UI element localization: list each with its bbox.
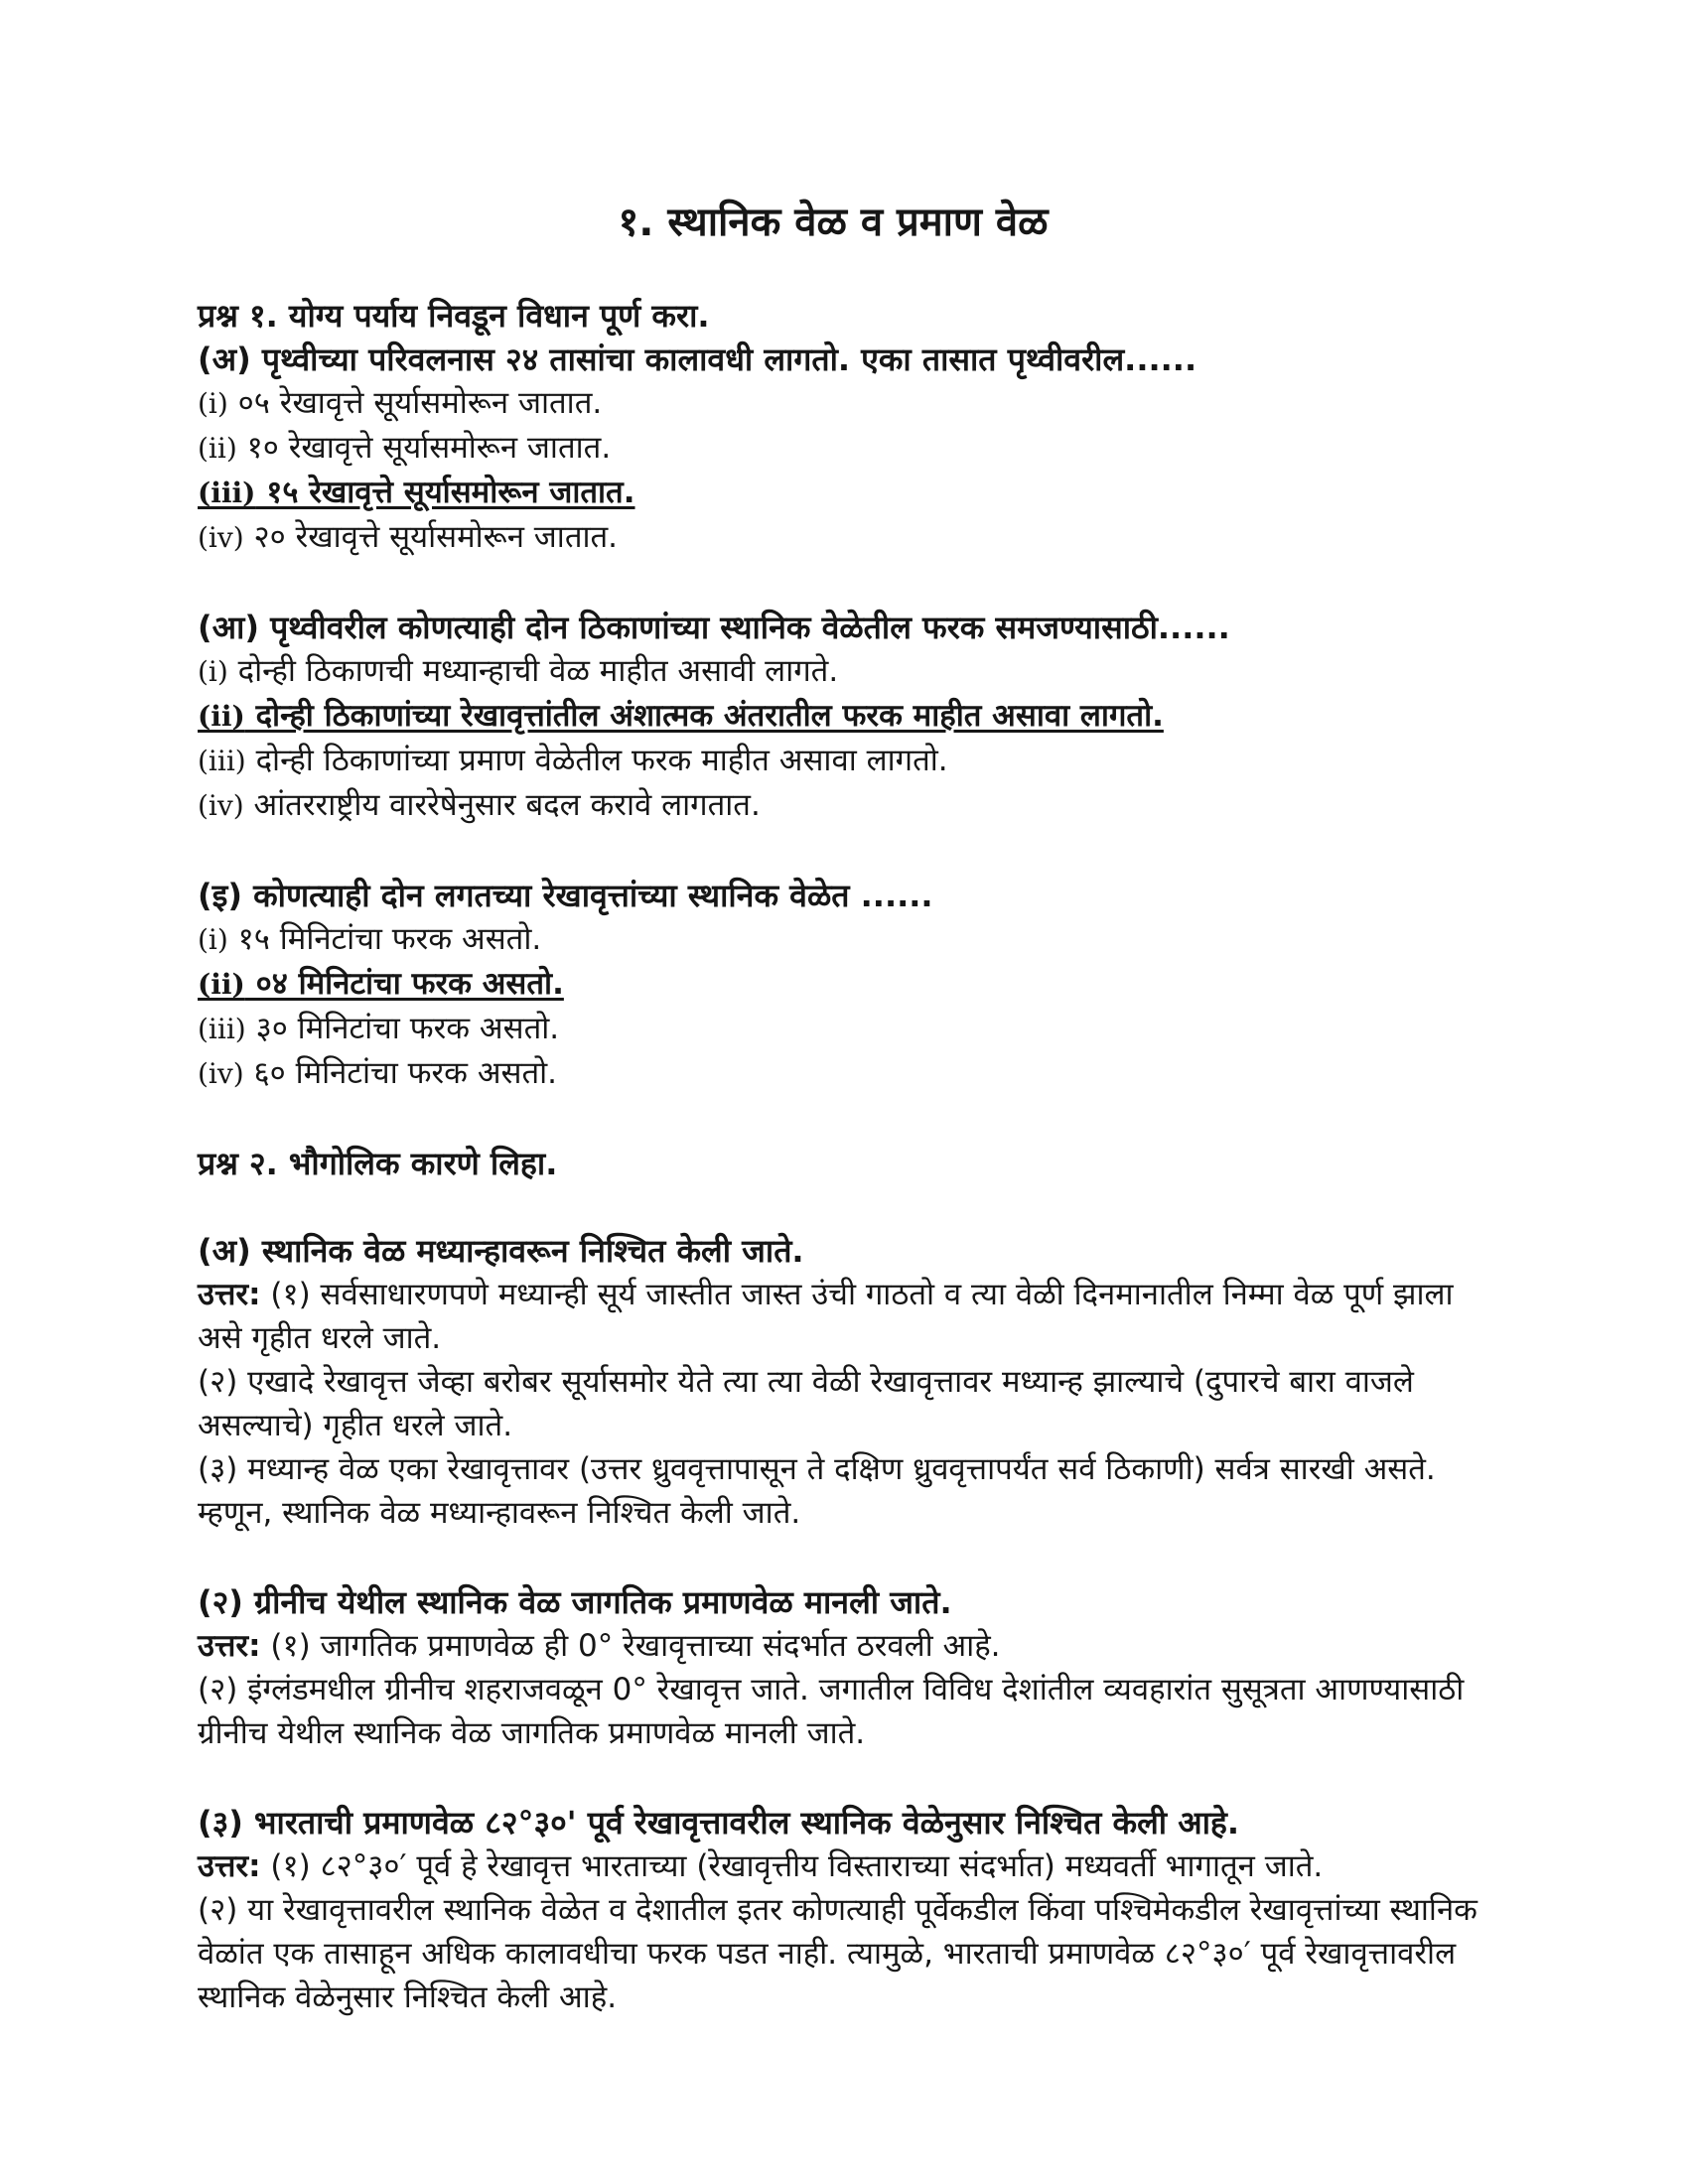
question-1-heading: प्रश्न १. योग्य पर्याय निवडून विधान पूर्ण करा.	[198, 297, 710, 335]
answer-text: (१) ८२°३०′ पूर्व हे रेखावृत्त भारताच्या (रेखावृत्तीय विस्ताराच्या संदर्भात) मध्यवर्ती भागातून जाते.	[260, 1848, 1324, 1884]
option-1b-iii	[198, 739, 1498, 783]
spacer	[198, 1185, 1498, 1229]
question-2c-stem: (३) भारताची प्रमाणवेळ ८२°३०' पूर्व रेखावृत्तावरील स्थानिक वेळेनुसार निश्चित केली आहे.	[198, 1804, 1240, 1842]
option-text: ०५ रेखावृत्ते सूर्यासमोरून जातात.	[227, 385, 603, 421]
option-text: ६० मिनिटांचा फरक असतो.	[243, 1055, 558, 1091]
option-1a-i	[198, 381, 1498, 426]
option-number: (ii)	[198, 432, 237, 465]
option-text: १५ मिनिटांचा फरक असतो.	[227, 921, 542, 957]
answer-2a-point-1	[198, 1273, 1498, 1360]
page-title: १. स्थानिक वेळ व प्रमाण वेळ	[618, 200, 1049, 245]
question-2-heading: प्रश्न २. भौगोलिक कारणे लिहा.	[198, 1145, 558, 1182]
question-1b	[198, 606, 1498, 828]
option-1a-iii-correct	[198, 471, 1498, 515]
answer-2b-point-2: (२) इंग्लंडमधील ग्रीनीच शहराजवळून 0° रेखावृत्त जाते. जगातील विविध देशांतील व्यवहारांत सुसूत्रता आणण्यासाठी ग्रीनीच येथील स्थानिक वेळ जागतिक प्रमाणवेळ मानली जाते.	[198, 1672, 1465, 1751]
answer-text: (१) जागतिक प्रमाणवेळ ही 0° रेखावृत्ताच्या संदर्भात ठरवली आहे.	[260, 1628, 1001, 1664]
option-number: (ii)	[198, 700, 245, 733]
option-number: (iii)	[198, 477, 256, 509]
option-1c-i	[198, 917, 1498, 962]
question-1a-stem: (अ) पृथ्वीच्या परिवलनास २४ तासांचा कालावधी लागतो. एका तासात पृथ्वीवरील......	[198, 341, 1197, 378]
question-2-section	[198, 1142, 1498, 2019]
option-1a-iv	[198, 515, 1498, 560]
option-number: (iii)	[198, 1013, 246, 1045]
option-text: ०४ मिनिटांचा फरक असतो.	[244, 966, 564, 1002]
option-number: (iv)	[198, 1057, 244, 1090]
option-text: दोन्ही ठिकाणांच्या प्रमाण वेळेतील फरक माहीत असावा लागतो.	[245, 743, 948, 778]
question-2b-stem: (२) ग्रीनीच येथील स्थानिक वेळ जागतिक प्रमाणवेळ मानली जाते.	[198, 1583, 952, 1621]
answer-2a-point-2: (२) एखादे रेखावृत्त जेव्हा बरोबर सूर्यासमोर येते त्या त्या वेळी रेखावृत्तावर मध्यान्ह झाल्याचे (दुपारचे बारा वाजले असल्याचे) गृहीत धरले जाते.	[198, 1364, 1414, 1443]
question-1-section	[198, 294, 1498, 1096]
option-text: दोन्ही ठिकाणची मध्यान्हाची वेळ माहीत असावी लागते.	[227, 653, 839, 689]
option-text: १० रेखावृत्ते सूर्यासमोरून जातात.	[236, 430, 612, 466]
option-text: २० रेखावृत्ते सूर्यासमोरून जातात.	[243, 519, 619, 555]
option-text: ३० मिनिटांचा फरक असतो.	[245, 1011, 560, 1046]
option-text: १५ रेखावृत्ते सूर्यासमोरून जातात.	[255, 475, 635, 510]
answer-label: उत्तर:	[198, 1848, 261, 1884]
question-1c-stem: (इ) कोणत्याही दोन लगतच्या रेखावृत्तांच्या स्थानिक वेळेत ......	[198, 877, 933, 914]
option-1b-i	[198, 649, 1498, 694]
answer-label: उत्तर:	[198, 1628, 261, 1664]
option-number: (iii)	[198, 745, 246, 777]
question-1a	[198, 338, 1498, 560]
option-1b-ii-correct	[198, 694, 1498, 739]
answer-2c-point-2: (२) या रेखावृत्तावरील स्थानिक वेळेत व देशातील इतर कोणत्याही पूर्वेकडील किंवा पश्चिमेकडील रेखावृत्तांच्या स्थानिक वेळांत एक तासाहून अधिक कालावधीचा फरक पडत नाही. त्यामुळे, भारताची प्रमाणवेळ ८२°३०′ पूर्व रेखावृत्तावरील स्थानिक वेळेनुसार निश्चित केली आहे.	[198, 1892, 1477, 2015]
option-1a-ii	[198, 426, 1498, 471]
question-2a-stem: (अ) स्थानिक वेळ मध्यान्हावरून निश्चित केली जाते.	[198, 1232, 804, 1270]
answer-2b-point-1	[198, 1624, 1498, 1668]
answer-text: (१) सर्वसाधारणपणे मध्यान्ही सूर्य जास्तीत जास्त उंची गाठतो व त्या वेळी दिनमानातील निम्मा वेळ पूर्ण झाला असे गृहीत धरले जाते.	[198, 1277, 1454, 1356]
option-text: आंतरराष्ट्रीय वाररेषेनुसार बदल करावे लागतात.	[243, 787, 761, 823]
option-1c-iv	[198, 1051, 1498, 1096]
question-2c	[198, 1801, 1498, 2019]
option-number: (iv)	[198, 521, 244, 554]
option-1c-iii	[198, 1007, 1498, 1051]
question-2a	[198, 1229, 1498, 1535]
question-1c	[198, 874, 1498, 1096]
option-number: (iv)	[198, 789, 244, 822]
answer-2c-point-1	[198, 1844, 1498, 1888]
option-text: दोन्ही ठिकाणांच्या रेखावृत्तांतील अंशात्मक अंतरातील फरक माहीत असावा लागतो.	[244, 698, 1164, 734]
option-number: (i)	[198, 655, 228, 688]
option-1b-iv	[198, 783, 1498, 828]
question-1b-stem: (आ) पृथ्वीवरील कोणत्याही दोन ठिकाणांच्या स्थानिक वेळेतील फरक समजण्यासाठी......	[198, 609, 1230, 646]
document-page	[198, 195, 1498, 2065]
option-number: (i)	[198, 387, 228, 420]
answer-label: उत्तर:	[198, 1277, 261, 1312]
question-2b	[198, 1580, 1498, 1755]
option-number: (ii)	[198, 968, 245, 1001]
answer-2a-point-3: (३) मध्यान्ह वेळ एका रेखावृत्तावर (उत्तर ध्रुववृत्तापासून ते दक्षिण ध्रुववृत्तापर्यंत सर्व ठिकाणी) सर्वत्र सारखी असते. म्हणून, स्थानिक वेळ मध्यान्हावरून निश्चित केली जाते.	[198, 1451, 1436, 1531]
option-number: (i)	[198, 923, 228, 956]
option-1c-ii-correct	[198, 962, 1498, 1007]
